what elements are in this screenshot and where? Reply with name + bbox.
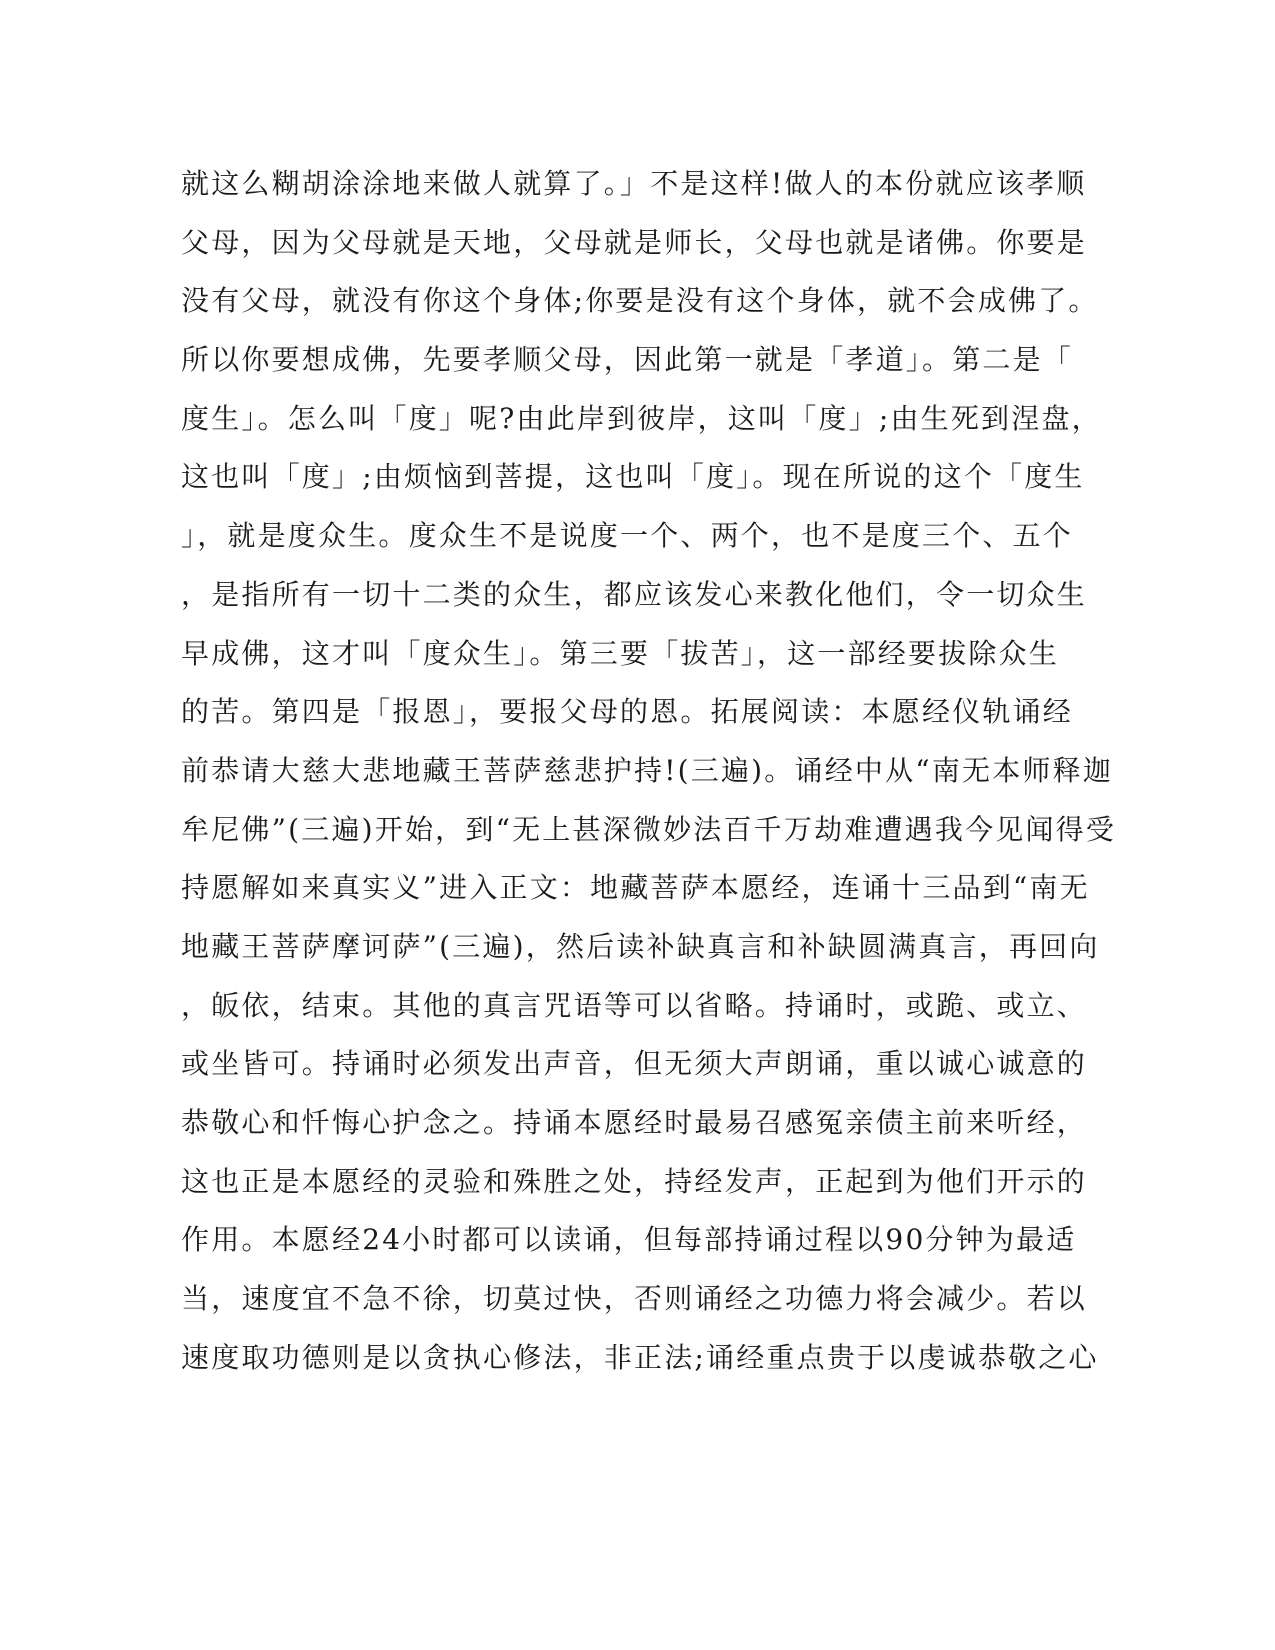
text-line: 持愿解如来真实义”进入正文：地藏菩萨本愿经，连诵十三品到“南无 <box>181 871 1090 905</box>
text-line: 这也正是本愿经的灵验和殊胜之处，持经发声，正起到为他们开示的 <box>181 1164 1088 1198</box>
text-line: 度生」。怎么叫「度」呢?由此岸到彼岸，这叫「度」;由生死到涅盘， <box>181 401 1102 435</box>
text-line: 牟尼佛”(三遍)开始，到“无上甚深微妙法百千万劫难遭遇我今见闻得受 <box>181 812 1117 846</box>
text-line: 这也叫「度」;由烦恼到菩提，这也叫「度」。现在所说的这个「度生 <box>181 460 1085 494</box>
text-line: 恭敬心和忏悔心护念之。持诵本愿经时最易召感冤亲债主前来听经， <box>181 1106 1088 1139</box>
text-line: 当，速度宜不急不徐，切莫过快，否则诵经之功德力将会减少。若以 <box>181 1282 1088 1316</box>
body-text <box>181 155 1117 1387</box>
text-line: ，是指所有一切十二类的众生，都应该发心来教化他们，令一切众生 <box>181 577 1088 611</box>
text-line: 没有父母，就没有你这个身体;你要是没有这个身体，就不会成佛了。 <box>181 284 1099 318</box>
text-line: 就这么糊胡涂涂地来做人就算了。」不是这样!做人的本份就应该孝顺 <box>181 167 1087 200</box>
text-line: 」，就是度众生。度众生不是说度一个、两个，也不是度三个、五个 <box>181 519 1074 553</box>
text-line: 早成佛，这才叫「度众生」。第三要「拔苦」，这一部经要拔除众生 <box>181 636 1060 670</box>
text-line: 所以你要想成佛，先要孝顺父母，因此第一就是「孝道」。第二是「 <box>181 343 1074 377</box>
text-line: 地藏王菩萨摩诃萨”(三遍)，然后读补缺真言和补缺圆满真言，再回向 <box>181 929 1100 963</box>
text-line: 速度取功德则是以贪执心修法，非正法;诵经重点贵于以虔诚恭敬之心 <box>181 1340 1099 1374</box>
text-line: ，皈依，结束。其他的真言咒语等可以省略。持诵时，或跪、或立、 <box>181 988 1088 1022</box>
text-line: 作用。本愿经24小时都可以读诵，但每部持诵过程以90分钟为最适 <box>181 1223 1077 1257</box>
text-line: 前恭请大慈大悲地藏王菩萨慈悲护持!(三遍)。诵经中从“南无本师释迦 <box>181 753 1114 787</box>
text-line: 父母，因为父母就是天地，父母就是师长，父母也就是诸佛。你要是 <box>181 225 1088 259</box>
text-line: 或坐皆可。持诵时必须发出声音，但无须大声朗诵，重以诚心诚意的 <box>181 1047 1088 1081</box>
text-line: 的苦。第四是「报恩」，要报父母的恩。拓展阅读：本愿经仪轨诵经 <box>181 695 1074 729</box>
